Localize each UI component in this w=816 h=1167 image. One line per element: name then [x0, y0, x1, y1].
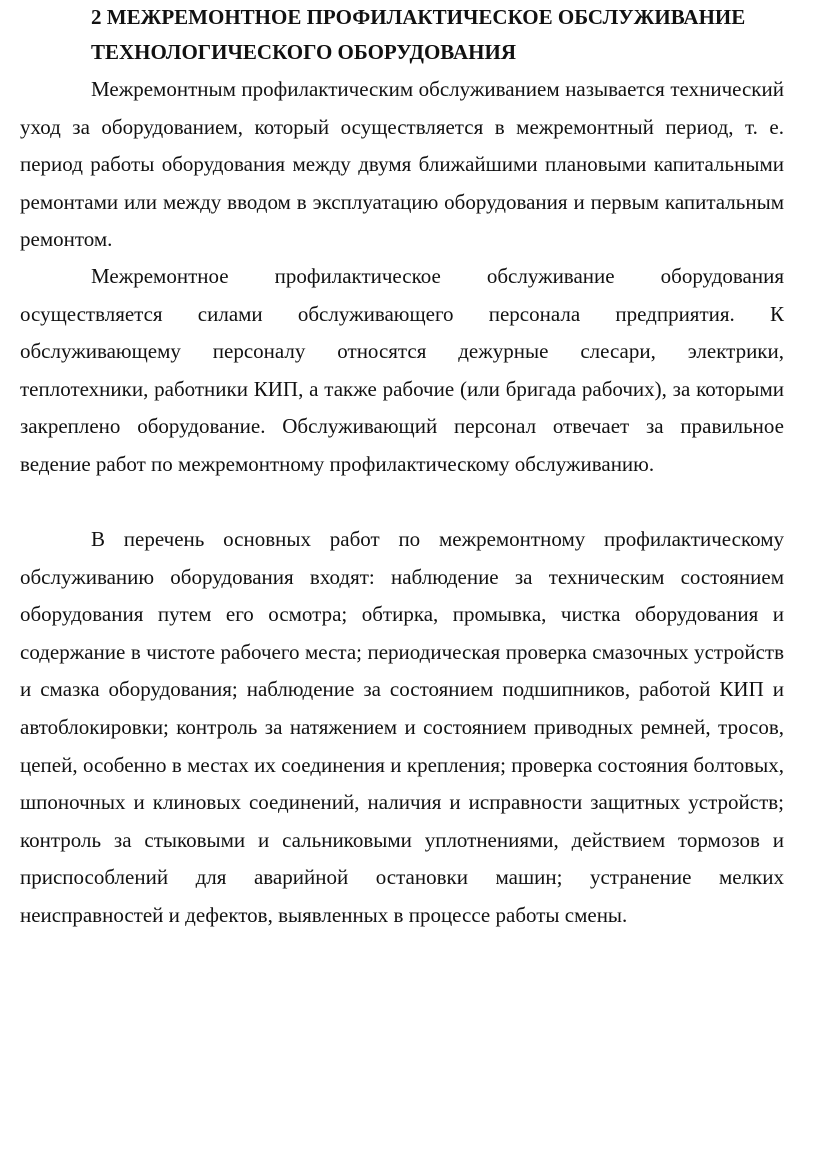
page-title-line-1: 2 МЕЖРЕМОНТНОЕ ПРОФИЛАКТИЧЕСКОЕ ОБСЛУЖИВАНИЕ: [91, 5, 746, 29]
paragraph-personnel: Межремонтное профилактическое обслуживание оборудования осуществляется силами обслуживающего персонала предприятия. К обслуживающему персоналу относятся дежурные слесари, электрики, теплотехники, работники КИП, а также рабочие (или бригада рабочих), за которыми закреплено оборудование. Обслуживающий персонал отвечает за правильное ведение работ по межремонтному профилактическому обслуживанию.: [20, 264, 784, 476]
paragraph-work-list: В перечень основных работ по межремонтному профилактическому обслуживанию оборудования входят: наблюдение за техническим состоянием оборудования путем его осмотра; обтирка, промывка, чистка оборудования и содержание в чистоте рабочего места; периодическая проверка смазочных устройств и смазка оборудования; наблюдение за состоянием подшипников, работой КИП и автоблокировки; контроль за натяжением и состоянием приводных ремней, тросов, цепей, особенно в местах их соединения и крепления; проверка состояния болтовых, шпоночных и клиновых соединений, наличия и исправности защитных устройств; контроль за стыковыми и сальниковыми уплотнениями, действием тормозов и приспособлений для аварийной остановки машин; устранение мелких неисправностей и дефектов, выявленных в процессе работы смены.: [20, 527, 784, 927]
paragraph-definition: Межремонтным профилактическим обслуживанием называется технический уход за оборудованием, который осуществляется в межремонтный период, т. е. период работы оборудования между двумя ближайшими плановыми капитальными ремонтами или между вводом в эксплуатацию оборудования и первым капитальным ремонтом.: [20, 77, 784, 252]
page-title: [91, 0, 796, 70]
page-title-line-2: ТЕХНОЛОГИЧЕСКОГО ОБОРУДОВАНИЯ: [91, 40, 516, 64]
